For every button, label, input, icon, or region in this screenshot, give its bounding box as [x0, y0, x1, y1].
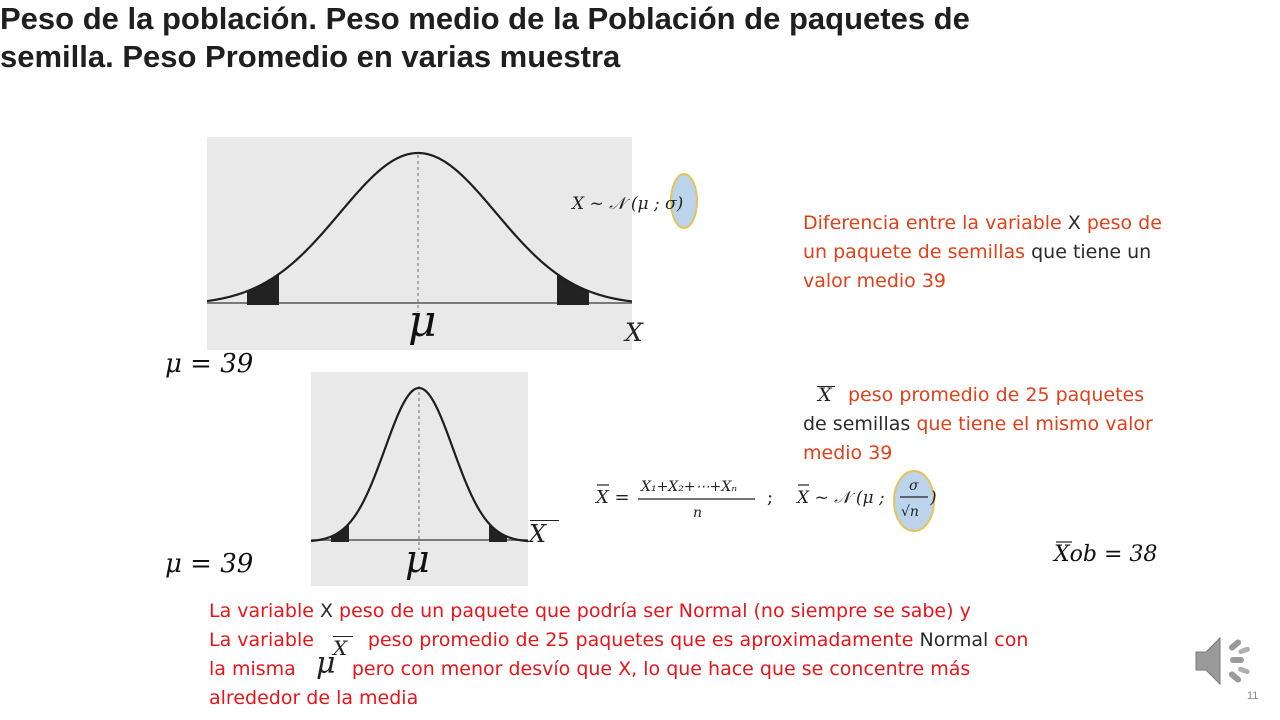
sample-mean-mean-symbol: μ — [405, 537, 430, 581]
desc1-part-c: peso de — [1080, 212, 1162, 234]
summary-line1-a: La variable — [209, 600, 320, 622]
sample-mean-definition-formula — [592, 471, 792, 527]
summary-line-1 — [209, 597, 1139, 626]
population-description-line-2 — [803, 238, 1223, 267]
sample-mean-description-line-3 — [803, 439, 1223, 468]
summary-line1-c: peso de un paquete que podría ser Normal (no siempre se sabe) y — [333, 600, 971, 622]
sample-mean-distribution-close: ) — [930, 488, 937, 508]
summary-line-4 — [209, 684, 1139, 713]
summary-line1-x: X — [319, 600, 333, 622]
population-description-line-3 — [803, 267, 1223, 296]
summary-line2-b: peso promedio de 25 paquetes que es aproximadamente — [367, 629, 920, 651]
summary-line2-normal: Normal — [919, 629, 989, 651]
desc2-part-a: peso promedio de 25 paquetes — [848, 384, 1145, 406]
page-number: 11 — [1247, 690, 1259, 702]
desc2-part-d: medio 39 — [803, 442, 893, 464]
sample-mean-description-line-2 — [803, 410, 1223, 439]
summary-line2-d: con — [988, 629, 1029, 651]
population-description — [803, 209, 1223, 296]
desc1-part-e: que tiene un — [1031, 241, 1152, 263]
sample-mean-description-line-1 — [803, 381, 1223, 410]
population-distribution-text: X ~ 𝒩 (μ ; σ) — [572, 194, 684, 214]
xbar-definition-denominator: n — [693, 505, 703, 521]
sample-mean-distribution-formula — [792, 470, 962, 532]
sample-mean-description — [803, 381, 1223, 468]
summary-xbar-symbol: X — [333, 636, 348, 660]
summary-paragraph — [209, 597, 1139, 713]
population-mean-equation: μ = 39 — [165, 349, 254, 379]
summary-line-3 — [209, 646, 1139, 684]
sample-mean-axis-label: X — [529, 520, 547, 548]
population-mean-symbol: μ — [408, 296, 437, 347]
summary-line4: alrededor de la media — [209, 687, 419, 709]
desc1-part-a: Diferencia entre la variable — [803, 212, 1068, 234]
sample-mean-distribution-sigma: σ — [909, 478, 919, 494]
observed-mean-text: Xob = 38 — [1054, 542, 1158, 567]
summary-line2-a: La variable — [209, 629, 314, 651]
speaker-icon[interactable] — [1192, 630, 1258, 692]
slide-title: Peso de la población. Peso medio de la Población de paquetes de semilla. Peso Promedio en varias muestra — [0, 1, 970, 74]
xbar-definition-numerator: X₁+X₂+⋯+Xₙ — [641, 479, 737, 495]
summary-line3-b: pero con menor desvío que X, lo que hace que se concentre más — [351, 658, 971, 680]
summary-line-2 — [209, 626, 1139, 660]
sample-mean-distribution-sqrt-n: √n — [901, 504, 919, 520]
xbar-definition-lhs: X = — [596, 487, 630, 508]
population-distribution-formula — [568, 174, 718, 232]
desc2-part-c: que tiene el mismo valor — [916, 413, 1153, 435]
desc2-part-b: de semillas — [803, 413, 917, 435]
desc1-variable-x: X — [1067, 212, 1081, 234]
sample-mean-equation: μ = 39 — [165, 549, 254, 579]
population-axis-label: X — [625, 318, 643, 347]
desc1-part-f: valor medio 39 — [803, 270, 947, 292]
observed-mean-equation — [1052, 536, 1158, 570]
sample-mean-distribution-prefix: X ~ 𝒩 (μ ; — [797, 488, 885, 508]
desc1-part-d: un paquete de semillas — [803, 241, 1032, 263]
summary-mu-symbol: μ — [316, 646, 336, 681]
desc2-xbar-symbol: X — [818, 384, 832, 406]
population-description-line-1 — [803, 209, 1223, 238]
summary-line3-a: la misma — [209, 658, 296, 680]
formula-separator: ; — [767, 487, 774, 508]
